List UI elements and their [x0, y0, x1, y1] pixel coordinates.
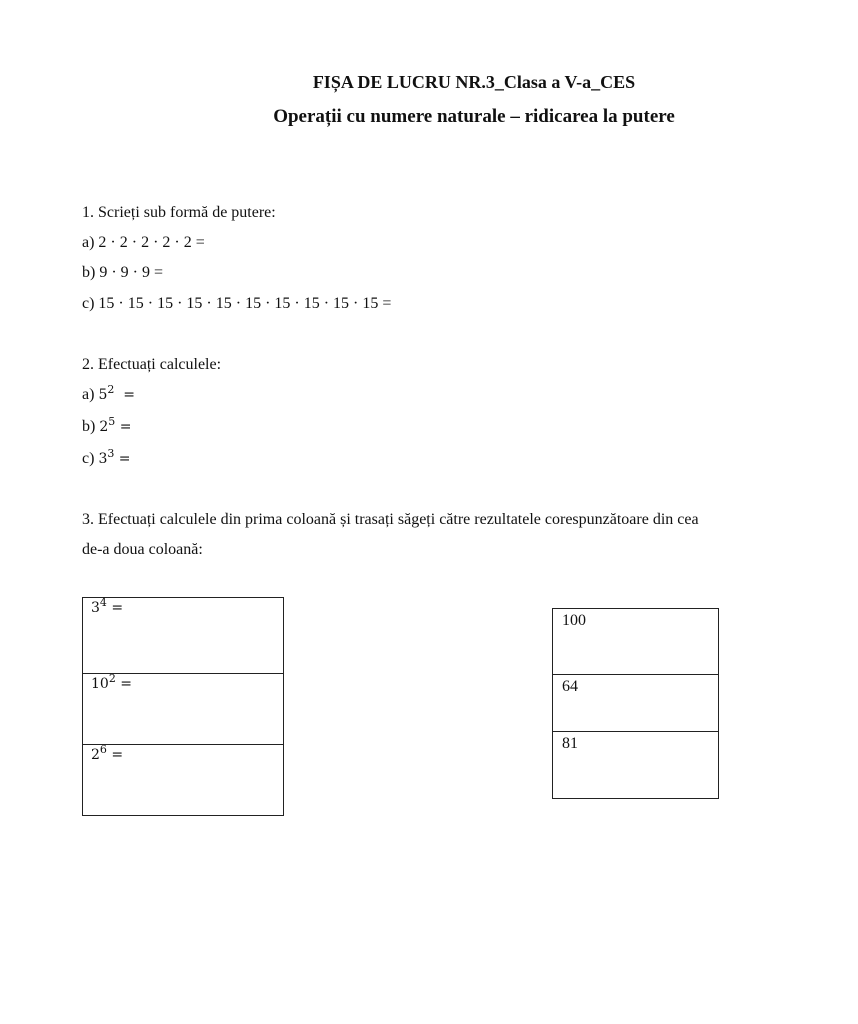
- exercise-1-prompt: 1. Scrieți sub formă de putere:: [82, 204, 276, 221]
- right-cell-3[interactable]: 81: [553, 731, 718, 798]
- power-expression: $2^5$ =: [99, 415, 132, 435]
- left-column-table: [82, 597, 284, 816]
- left-cell-1[interactable]: $3^4$ =: [91, 596, 124, 616]
- exercise-1-item-c: c) 15 · 15 · 15 · 15 · 15 · 15 · 15 · 15 · 15 · 15 =: [82, 295, 392, 312]
- exercise-1-item-b: b) 9 · 9 · 9 =: [82, 264, 164, 281]
- exercise-1-item-a: a) 2 · 2 · 2 · 2 · 2 =: [82, 234, 205, 251]
- worksheet-subtitle: Operații cu numere naturale – ridicarea la putere: [273, 106, 675, 127]
- right-cell-2[interactable]: 64: [553, 674, 718, 732]
- exercise-3-prompt-line-1: 3. Efectuați calculele din prima coloană și trasați săgeți către rezultatele corespunzătoare din cea: [82, 511, 699, 528]
- right-cell-1[interactable]: 100: [562, 612, 586, 629]
- right-column-table: [552, 608, 719, 799]
- power-expression: $3^3$ =: [98, 447, 131, 467]
- exercise-2-item-b: b) $2^5$ =: [82, 415, 132, 435]
- exercise-3-prompt-line-2: de-a doua coloană:: [82, 541, 203, 558]
- exercise-2-item-c: c) $3^3$ =: [82, 447, 131, 467]
- exercise-2-item-a: a) $5^2$ =: [82, 383, 135, 403]
- power-expression: $5^2$ =: [98, 383, 135, 403]
- left-cell-3[interactable]: $2^6$ =: [83, 744, 283, 815]
- worksheet-title: FIȘA DE LUCRU NR.3_Clasa a V-a_CES: [312, 72, 636, 92]
- left-cell-2[interactable]: $10^2$ =: [83, 673, 283, 745]
- exercise-2-prompt: 2. Efectuați calculele:: [82, 356, 222, 373]
